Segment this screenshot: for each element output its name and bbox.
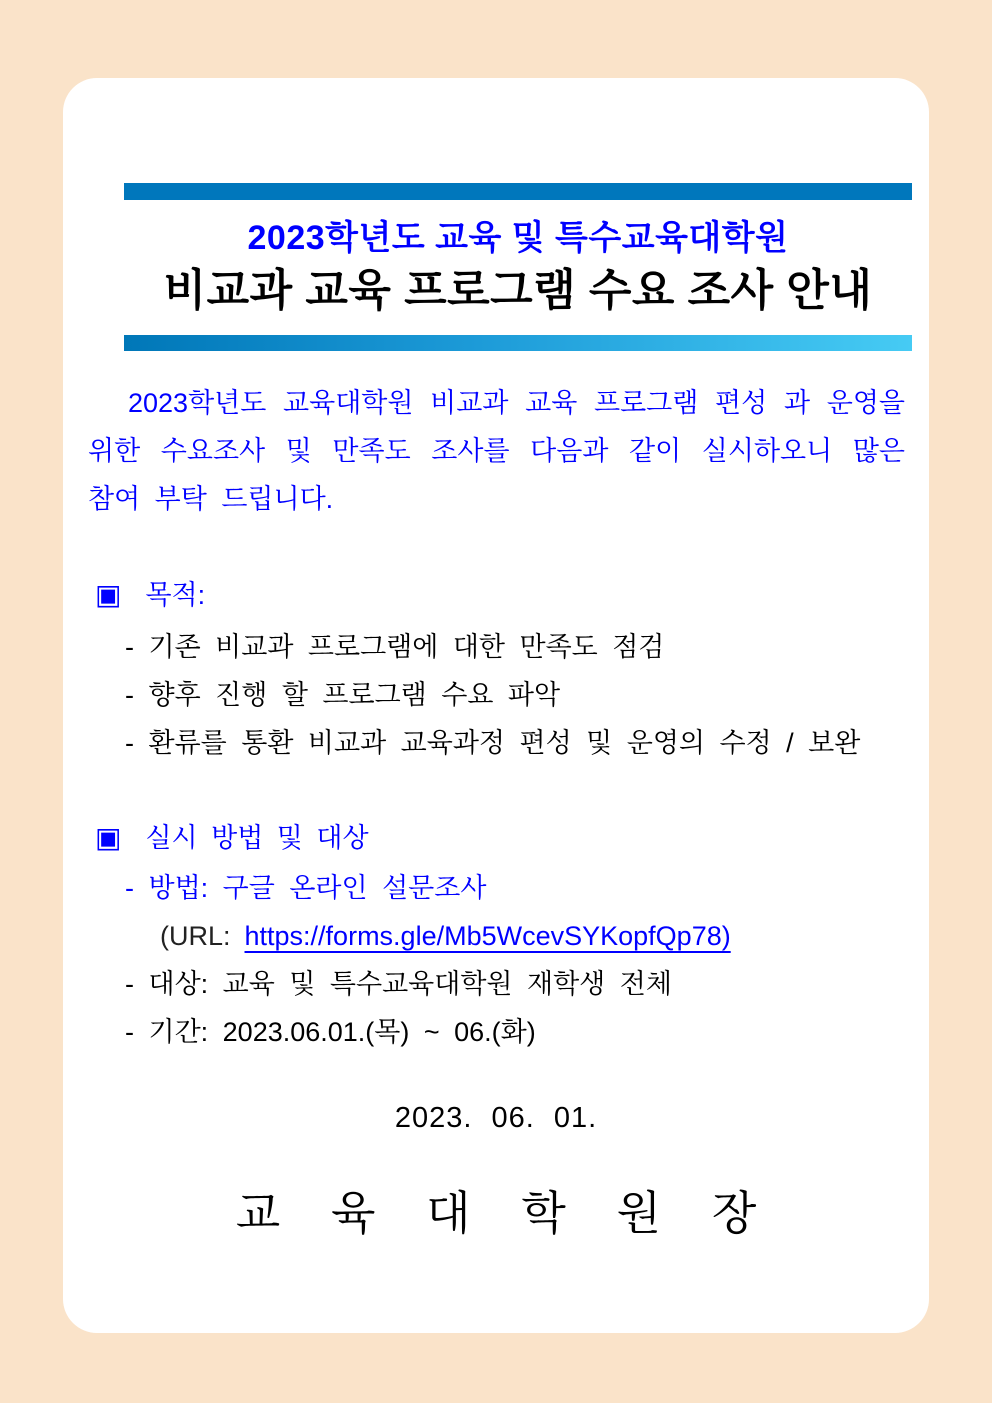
section-purpose-items xyxy=(125,623,909,767)
survey-url-link[interactable]: https://forms.gle/Mb5WcevSYKopfQp78) xyxy=(244,921,731,951)
square-bullet-icon: ▣ xyxy=(95,822,122,853)
intro-paragraph: 2023학년도 교육대학원 비교과 교육 프로그램 편성 과 운영을 위한 수요조사 및 만족도 조사를 다음과 같이 실시하오니 많은 참여 부탁 드립니다. xyxy=(88,388,905,514)
section-purpose-heading xyxy=(95,577,929,613)
section-purpose xyxy=(63,577,929,767)
list-item: - 환류를 통환 비교과 교육과정 편성 및 운영의 수정 / 보완 xyxy=(125,728,861,758)
list-item: - 대상: 교육 및 특수교육대학원 재학생 전체 xyxy=(125,969,672,999)
square-bullet-icon: ▣ xyxy=(95,579,122,610)
header-top-bar xyxy=(124,183,912,200)
list-item: - 방법: 구글 온라인 설문조사 xyxy=(125,873,487,903)
section-method-heading-label: 실시 방법 및 대상 xyxy=(145,823,369,853)
url-line xyxy=(160,912,909,960)
section-method-heading xyxy=(95,820,929,856)
list-item: - 향후 진행 할 프로그램 수요 파악 xyxy=(125,680,561,710)
title-line-1: 2023학년도 교육 및 특수교육대학원 xyxy=(247,219,789,257)
url-prefix-label: (URL: xyxy=(160,921,231,951)
section-purpose-heading-label: 목적: xyxy=(145,580,206,610)
section-method xyxy=(63,820,929,1056)
list-item: - 기간: 2023.06.01.(목) ~ 06.(화) xyxy=(125,1017,536,1047)
header-gradient-bar xyxy=(124,335,912,351)
notice-card xyxy=(63,78,929,1333)
signature-dean: 교 육 대 학 원 장 xyxy=(235,1187,757,1239)
list-item: - 기존 비교과 프로그램에 대한 만족도 점검 xyxy=(125,632,665,662)
notice-date: 2023. 06. 01. xyxy=(394,1102,598,1134)
title-line-2: 비교과 교육 프로그램 수요 조사 안내 xyxy=(163,266,873,315)
section-method-items xyxy=(125,864,909,1056)
